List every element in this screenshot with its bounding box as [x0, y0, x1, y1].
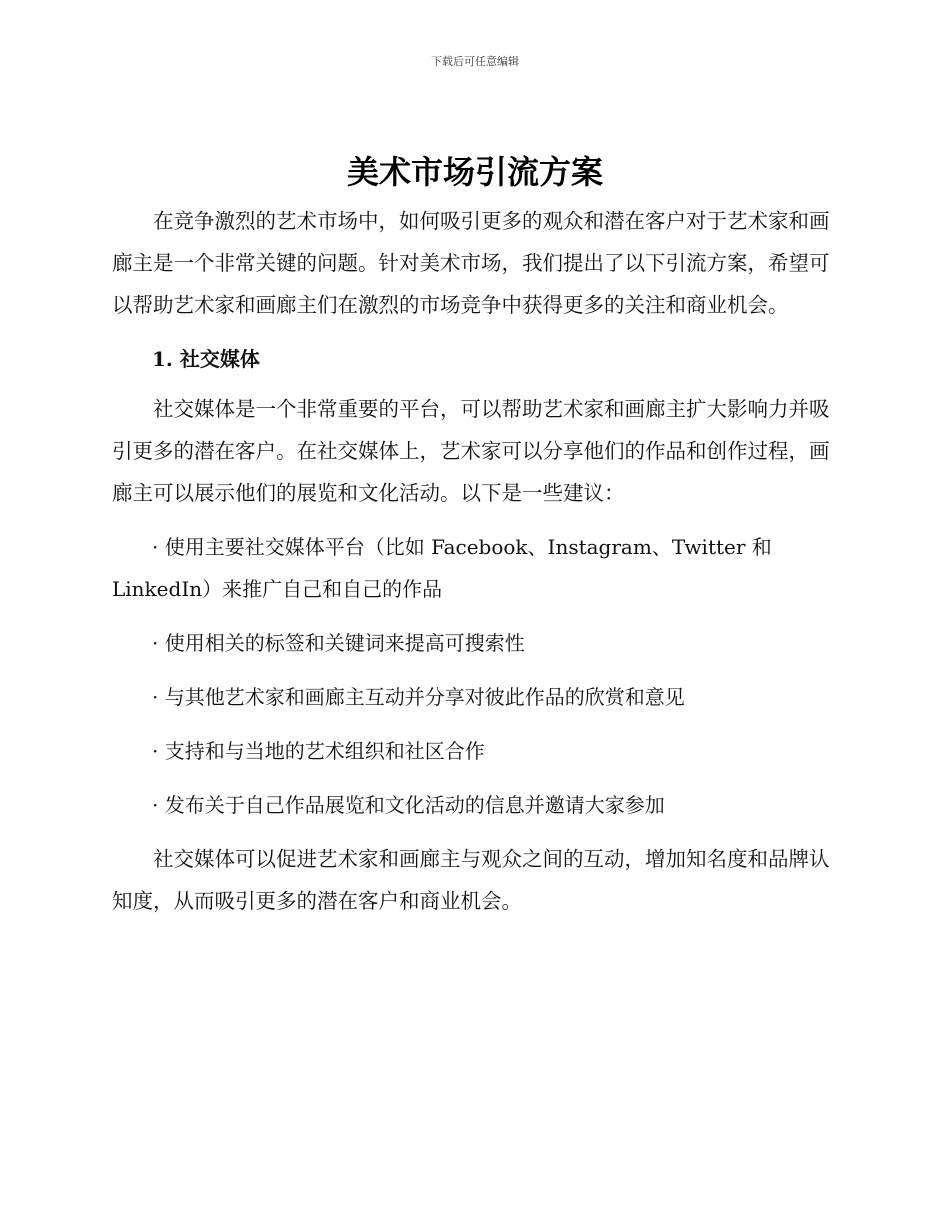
bullet-item: · 与其他艺术家和画廊主互动并分享对彼此作品的欣赏和意见 — [152, 685, 685, 709]
header-note: 下载后可任意编辑 — [431, 55, 519, 68]
conclusion-paragraph: 社交媒体可以促进艺术家和画廊主与观众之间的互动，增加知名度和品牌认知度，从而吸引更多的潜在客户和商业机会。 — [112, 847, 830, 913]
bullet-item: · 使用主要社交媒体平台（比如 Facebook、Instagram、Twitter 和 LinkedIn）来推广自己和自己的作品 — [112, 535, 772, 601]
section-heading-social-media: 1. 社交媒体 — [152, 347, 260, 371]
bullet-list — [112, 526, 834, 826]
document-body — [112, 200, 834, 922]
intro-paragraph: 在竞争激烈的艺术市场中，如何吸引更多的观众和潜在客户对于艺术家和画廊主是一个非常关键的问题。针对美术市场，我们提出了以下引流方案，希望可以帮助艺术家和画廊主们在激烈的市场竞争中获得更多的关注和商业机会。 — [112, 209, 830, 317]
bullet-item: · 发布关于自己作品展览和文化活动的信息并邀请大家参加 — [152, 793, 665, 817]
bullet-item: · 支持和与当地的艺术组织和社区合作 — [152, 739, 485, 763]
document-title: 美术市场引流方案 — [346, 153, 603, 191]
section-body-paragraph: 社交媒体是一个非常重要的平台，可以帮助艺术家和画廊主扩大影响力并吸引更多的潜在客户。在社交媒体上，艺术家可以分享他们的作品和创作过程，画廊主可以展示他们的展览和文化活动。以下是一些建议： — [112, 397, 830, 505]
bullet-item: · 使用相关的标签和关键词来提高可搜索性 — [152, 631, 525, 655]
